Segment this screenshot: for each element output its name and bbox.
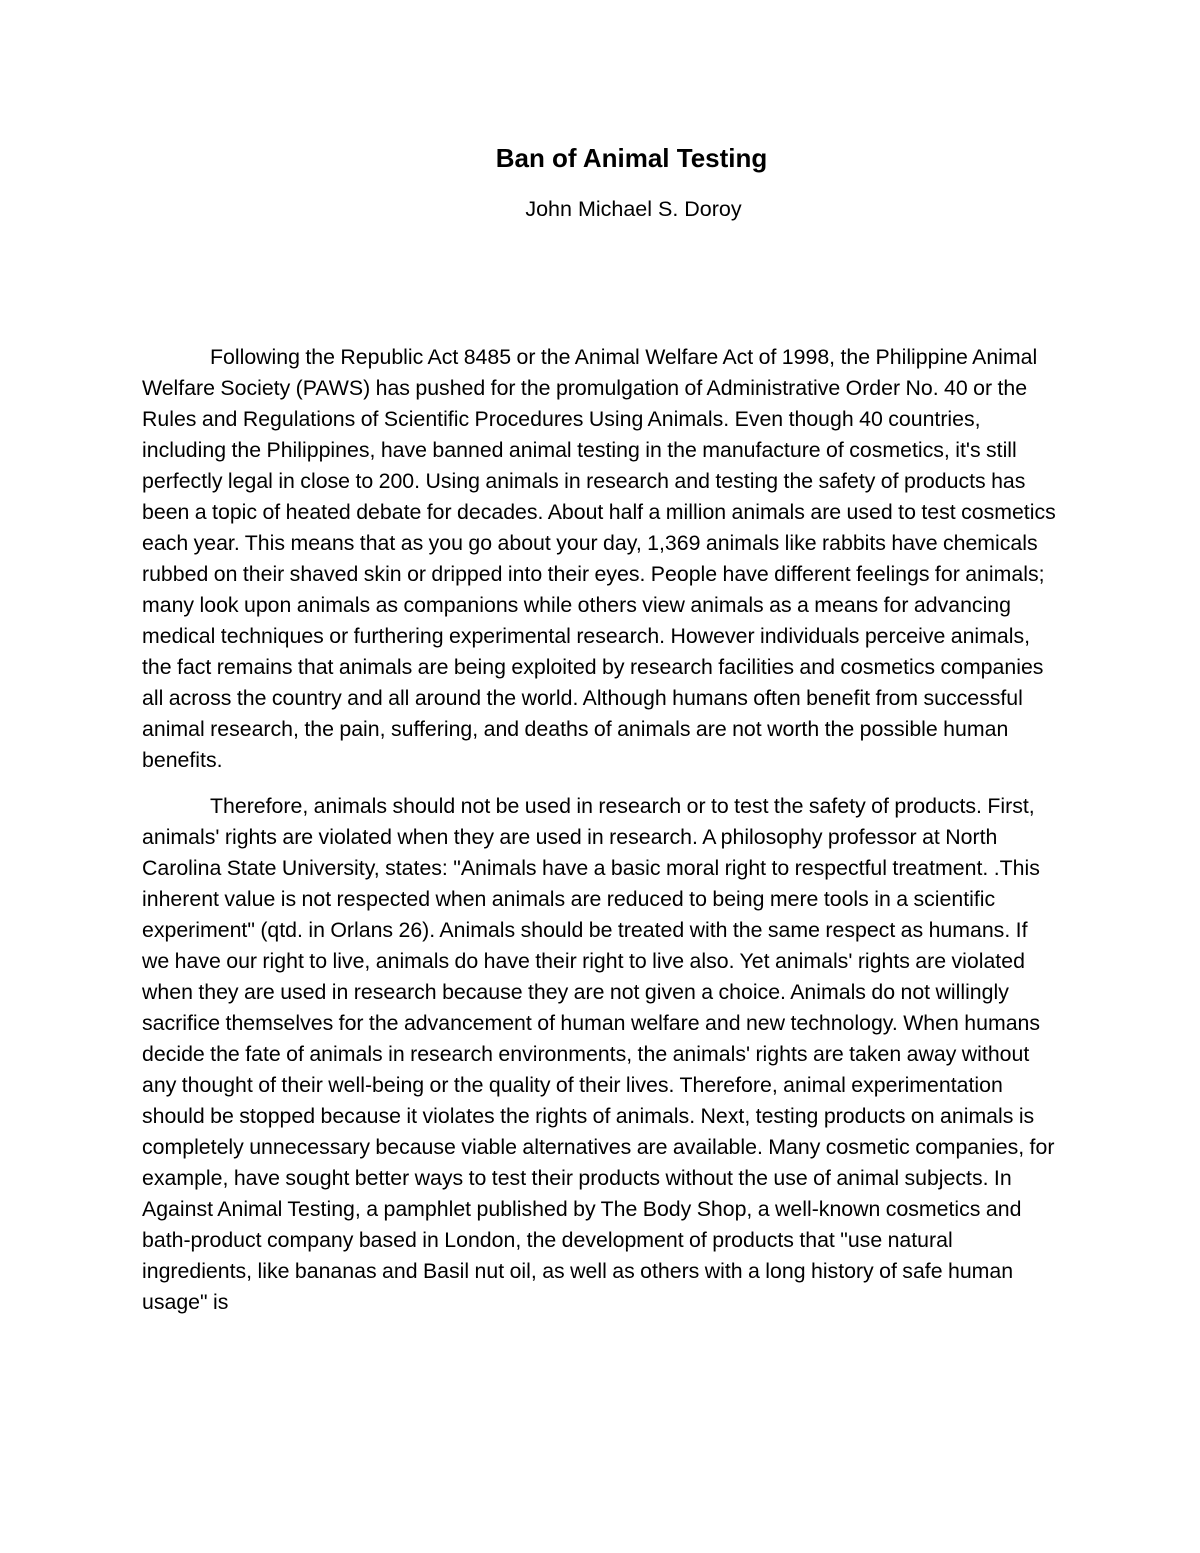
document-title: Ban of Animal Testing <box>495 143 768 173</box>
paragraph-1: Following the Republic Act 8485 or the Animal Welfare Act of 1998, the Philippine Animal Welfare Society (PAWS) has pushed for the promulgation of Administrative Order No. 40 or the Rules and Regulations of Scientific Procedures Using Animals. Even though 40 countries, including the Philippines, have banned animal testing in the manufacture of cosmetics, it's still perfectly legal in close to 200. Using animals in research and testing the safety of products has been a topic of heated debate for decades. About half a million animals are used to test cosmetics each year. This means that as you go about your day, 1,369 animals like rabbits have chemicals rubbed on their shaved skin or dripped into their eyes. People have different feelings for animals; many look upon animals as companions while others view animals as a means for advancing medical techniques or furthering experimental research. However individuals perceive animals, the fact remains that animals are being exploited by research facilities and cosmetics companies all across the country and all around the world. Although humans often benefit from successful animal research, the pain, suffering, and deaths of animals are not worth the possible human benefits. <box>142 345 1056 772</box>
document-body <box>142 342 1060 1318</box>
paragraph-2: Therefore, animals should not be used in research or to test the safety of products. First, animals' rights are violated when they are used in research. A philosophy professor at North Carolina State University, states: "Animals have a basic moral right to respectful treatment. .This inherent value is not respected when animals are reduced to being mere tools in a scientific experiment" (qtd. in Orlans 26). Animals should be treated with the same respect as humans. If we have our right to live, animals do have their right to live also. Yet animals' rights are violated when they are used in research because they are not given a choice. Animals do not willingly sacrifice themselves for the advancement of human welfare and new technology. When humans decide the fate of animals in research environments, the animals' rights are taken away without any thought of their well-being or the quality of their lives. Therefore, animal experimentation should be stopped because it violates the rights of animals. Next, testing products on animals is completely unnecessary because viable alternatives are available. Many cosmetic companies, for example, have sought better ways to test their products without the use of animal subjects. In Against Animal Testing, a pamphlet published by The Body Shop, a well-known cosmetics and bath-product company based in London, the development of products that "use natural ingredients, like bananas and Basil nut oil, as well as others with a long history of safe human usage" is <box>142 794 1055 1314</box>
document-author: John Michael S. Doroy <box>525 197 742 221</box>
